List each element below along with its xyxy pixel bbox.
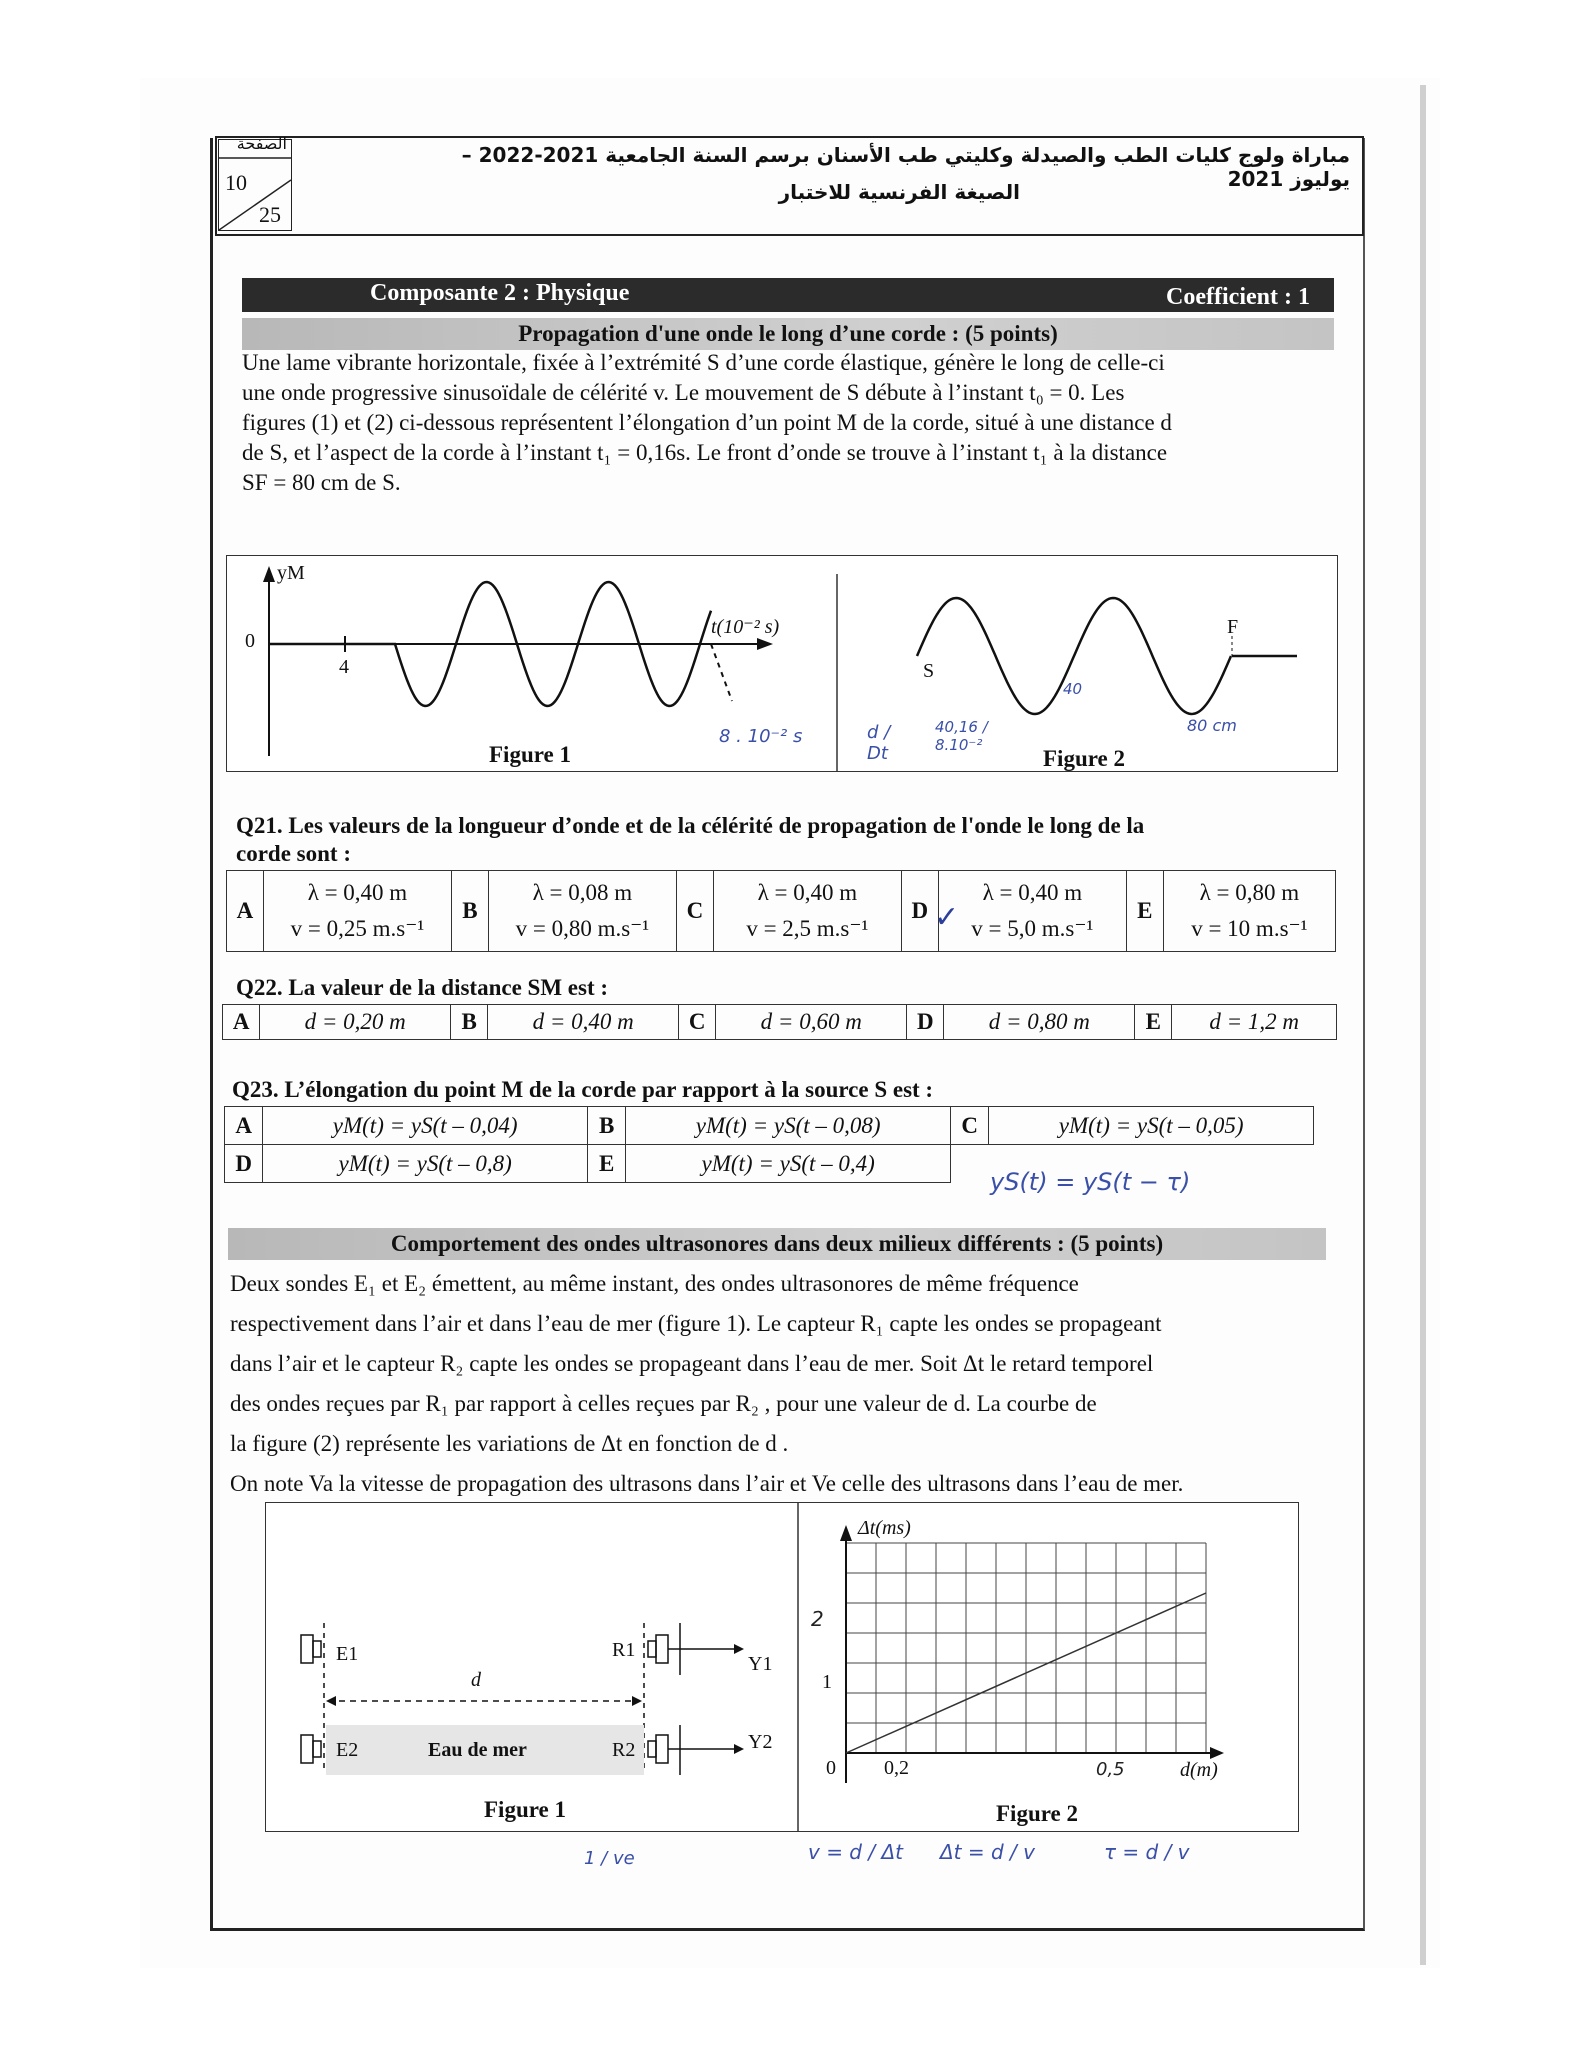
chart-y-label: Δt(ms): [858, 1517, 911, 1539]
q21-option-a[interactable]: [263, 871, 451, 952]
q22-option-e[interactable]: d = 1,2 m: [1172, 1005, 1337, 1040]
hand-bottom-3: Δt = d / v: [940, 1840, 1035, 1864]
fig2-label-f: F: [1227, 616, 1239, 638]
part2-line-6: On note Va la vitesse de propagation des ultrasons dans l’air et Ve celle des ultrasons dans l’eau de mer.: [230, 1471, 1184, 1496]
sensor-r2-body: [656, 1735, 668, 1763]
fig1-x-label: t(10⁻² s): [711, 616, 780, 638]
page-label: الصفحة: [236, 134, 287, 153]
part2-fig2-caption: Figure 2: [996, 1801, 1078, 1826]
probe-e2-head: [313, 1741, 321, 1757]
q21-a-v: v = 0,25 m.s⁻¹: [290, 916, 425, 941]
label-y2: Y2: [748, 1731, 773, 1753]
part1-line-4: de S, et l’aspect de la corde à l’instant t₁ = 0,16s. Le front d’onde se trouve à l’instant t₁ à la distance: [242, 440, 1168, 465]
chart-y-arrow: [840, 1525, 852, 1541]
exam-title: مباراة ولوج كليات الطب والصيدلة وكليتي طب الأسنان برسم السنة الجامعية 2021-2022 – يوليوز 2021: [461, 143, 1350, 191]
part2-line-1: Deux sondes E₁ et E₂ émettent, au même instant, des ondes ultrasonores de même fréquence: [230, 1271, 1079, 1296]
q23-option-e[interactable]: yM(t) = yS(t – 0,4): [626, 1145, 951, 1183]
label-r1: R1: [612, 1639, 636, 1661]
q23-letter-a[interactable]: A: [225, 1107, 263, 1145]
y2-arrow: [734, 1744, 744, 1754]
chart-grid: [846, 1543, 1206, 1753]
q21-c-v: v = 2,5 m.s⁻¹: [746, 916, 869, 941]
chart-x-arrow: [1210, 1747, 1224, 1759]
part1-text: [242, 348, 1352, 498]
part2-figures-box: [265, 1502, 1299, 1832]
distance-arrow-right: [632, 1696, 642, 1706]
part2-line-4: des ondes reçues par R₁ par rapport à celles reçues par R₂ , pour une valeur de d. La courbe de: [230, 1391, 1097, 1416]
hand-fig2-b: 40,16 / 8.10⁻²: [935, 718, 988, 754]
q21-option-b[interactable]: [488, 871, 676, 952]
hand-bottom-4: τ = d / v: [1104, 1840, 1190, 1864]
q23-title: Q23. L’élongation du point M de la corde par rapport à la source S est :: [232, 1077, 934, 1102]
check-mark-icon: ✓: [934, 900, 960, 935]
fig1-y-label: yM: [277, 562, 305, 584]
q22-letter-b[interactable]: B: [451, 1005, 488, 1040]
q21-a-lambda: λ = 0,40 m: [307, 880, 408, 905]
hand-fig2-a: d / Dt: [867, 722, 891, 764]
sensor-r1-head: [648, 1641, 656, 1657]
exam-subtitle: الصيغة الفرنسية للاختبار: [778, 180, 1020, 204]
q21-d-v: v = 5,0 m.s⁻¹: [971, 916, 1094, 941]
q23-letter-d[interactable]: D: [225, 1145, 263, 1183]
q21-title-line-2: corde sont :: [236, 841, 351, 866]
component-bar: [242, 278, 1334, 312]
q21-e-lambda: λ = 0,80 m: [1199, 880, 1300, 905]
q21-letter-b[interactable]: B: [451, 871, 488, 952]
q21-options: [226, 870, 1336, 952]
part2-fig1-caption: Figure 1: [484, 1797, 566, 1822]
distance-arrow-left: [326, 1696, 336, 1706]
sensor-r1-body: [656, 1635, 668, 1663]
label-d: d: [471, 1669, 481, 1691]
q22-option-d[interactable]: d = 0,80 m: [944, 1005, 1135, 1040]
part2-line-5: la figure (2) représente les variations de Δt en fonction de d .: [230, 1431, 789, 1456]
q22-option-b[interactable]: d = 0,40 m: [488, 1005, 679, 1040]
chart-x-label: d(m): [1180, 1759, 1218, 1781]
hand-bottom-2: v = d / Δt: [808, 1840, 903, 1864]
q22-options: [222, 1004, 1337, 1040]
q21-option-d[interactable]: [938, 871, 1126, 952]
part1-line-3: figures (1) et (2) ci-dessous représentent l’élongation d’un point M de la corde, situé à une distance d: [242, 410, 1172, 435]
hand-x-note: 0,5: [1096, 1759, 1125, 1780]
q23-option-b[interactable]: yM(t) = yS(t – 0,08): [626, 1107, 951, 1145]
q23-letter-b[interactable]: B: [587, 1107, 625, 1145]
q21-option-c[interactable]: [713, 871, 901, 952]
sensor-r2-head: [648, 1741, 656, 1757]
page-total: 25: [259, 202, 281, 227]
q22-option-a[interactable]: d = 0,20 m: [260, 1005, 451, 1040]
probe-e1-head: [313, 1641, 321, 1657]
part2-line-3: dans l’air et le capteur R₂ capte les ondes se propageant dans l’eau de mer. Soit Δt le retard temporel: [230, 1351, 1154, 1376]
q21-letter-a[interactable]: A: [227, 871, 264, 952]
q22-letter-e[interactable]: E: [1135, 1005, 1172, 1040]
q21-letter-d[interactable]: D: [901, 871, 938, 952]
hand-bottom-1: 1 / ve: [584, 1848, 635, 1869]
q23-option-a[interactable]: yM(t) = yS(t – 0,04): [263, 1107, 588, 1145]
hand-fig2-d: 80 cm: [1187, 716, 1237, 735]
q21-title: [236, 812, 1346, 868]
label-e2: E2: [336, 1739, 359, 1761]
label-water: Eau de mer: [428, 1739, 527, 1761]
page-number-box: [218, 134, 292, 231]
chart-y-tick: 1: [822, 1671, 832, 1693]
q22-letter-d[interactable]: D: [907, 1005, 944, 1040]
probe-e1-body: [301, 1635, 313, 1663]
q21-e-v: v = 10 m.s⁻¹: [1191, 916, 1308, 941]
q22-option-c[interactable]: d = 0,60 m: [716, 1005, 907, 1040]
q21-d-lambda: λ = 0,40 m: [982, 880, 1083, 905]
coefficient: Coefficient : 1: [1166, 284, 1310, 310]
q21-letter-e[interactable]: E: [1126, 871, 1163, 952]
q22-title: Q22. La valeur de la distance SM est :: [236, 975, 609, 1000]
fig1-dashed: [711, 644, 732, 701]
fig2-label-s: S: [923, 660, 935, 682]
part1-line-1: Une lame vibrante horizontale, fixée à l’extrémité S d’une corde élastique, génère le long de celle-ci: [242, 350, 1165, 375]
q23-empty-cell: [950, 1145, 988, 1183]
chart-x-tick: 0,2: [884, 1757, 909, 1779]
q23-option-d[interactable]: yM(t) = yS(t – 0,8): [263, 1145, 588, 1183]
q21-b-v: v = 0,80 m.s⁻¹: [515, 916, 650, 941]
q21-letter-c[interactable]: C: [676, 871, 713, 952]
q21-title-line-1: Q21. Les valeurs de la longueur d’onde et de la célérité de propagation de l'onde le long de la: [236, 813, 1145, 838]
fig1-y-arrow: [263, 566, 275, 582]
fig2-caption: Figure 2: [1043, 746, 1125, 771]
fig1-tick-label: 4: [339, 656, 349, 678]
fig1-x-arrow: [757, 638, 773, 650]
q23-option-c[interactable]: yM(t) = yS(t – 0,05): [989, 1107, 1314, 1145]
probe-e2-body: [301, 1735, 313, 1763]
page-current: 10: [225, 170, 247, 195]
part1-title: Propagation d'une onde le long d’une corde : (5 points): [242, 318, 1334, 350]
label-r2: R2: [612, 1739, 636, 1761]
part1-figures-box: [226, 555, 1338, 772]
q21-option-e[interactable]: [1163, 871, 1335, 952]
q23-letter-e[interactable]: E: [587, 1145, 625, 1183]
part1-line-5: SF = 80 cm de S.: [242, 470, 401, 495]
part2-title: Comportement des ondes ultrasonores dans deux milieux différents : (5 points): [228, 1228, 1326, 1260]
component-title: Composante 2 : Physique: [370, 280, 630, 306]
hand-y-note: 2: [811, 1607, 824, 1631]
q23-letter-c[interactable]: C: [950, 1107, 988, 1145]
hand-fig2-c: 40: [1063, 680, 1083, 698]
q22-letter-a[interactable]: A: [223, 1005, 260, 1040]
label-y1: Y1: [748, 1653, 773, 1675]
page-edge: [1420, 85, 1426, 1965]
part2-line-2: respectivement dans l’air et dans l’eau de mer (figure 1). Le capteur R₁ capte les ondes se propageant: [230, 1311, 1162, 1336]
fig1-caption: Figure 1: [489, 742, 571, 767]
label-e1: E1: [336, 1643, 359, 1665]
hand-q23-note: yS(t) = yS(t − τ): [990, 1168, 1191, 1196]
y1-arrow: [734, 1644, 744, 1654]
q21-c-lambda: λ = 0,40 m: [757, 880, 858, 905]
q21-b-lambda: λ = 0,08 m: [532, 880, 633, 905]
chart-origin: 0: [826, 1757, 836, 1779]
q22-letter-c[interactable]: C: [679, 1005, 716, 1040]
hand-t1: 8 . 10⁻² s: [719, 726, 803, 747]
fig1-origin: 0: [245, 630, 255, 652]
part2-figures-svg: [266, 1503, 1298, 1831]
part2-text: [230, 1264, 1350, 1504]
part1-line-2: une onde progressive sinusoïdale de célérité v. Le mouvement de S débute à l’instant t₀ = 0. Les: [242, 380, 1125, 405]
